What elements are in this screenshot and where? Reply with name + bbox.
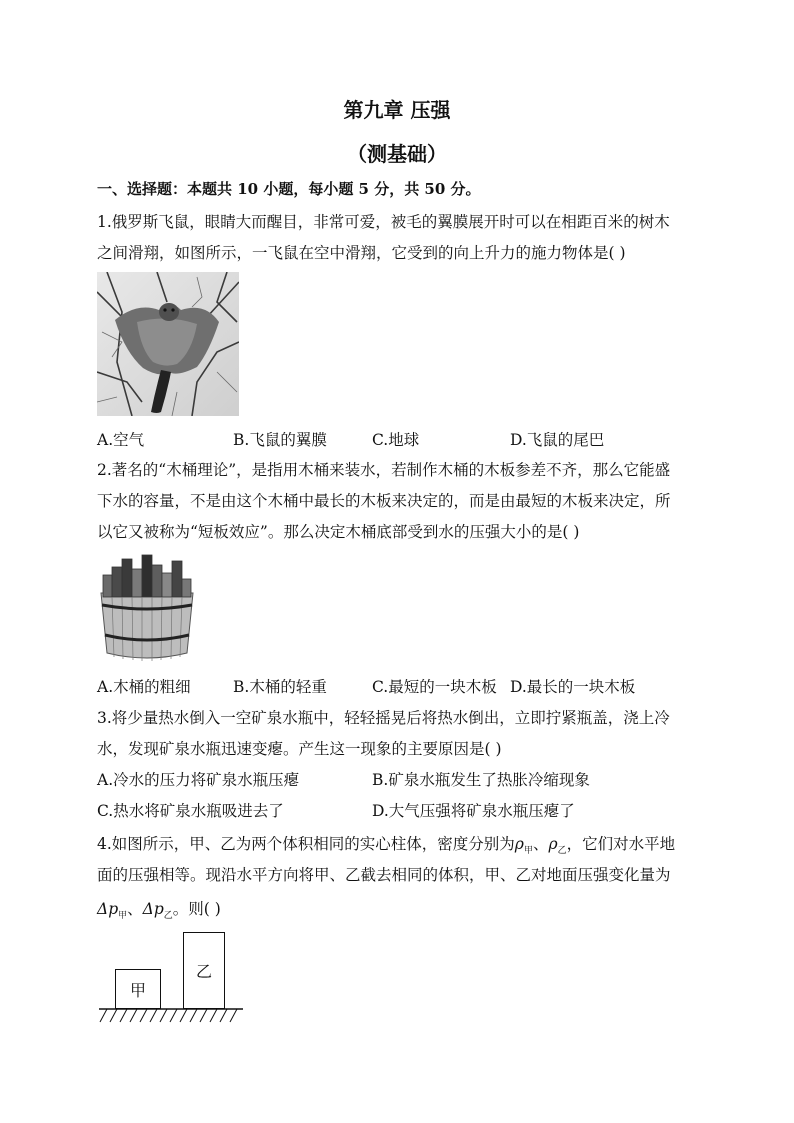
q2-stem-line-1: 2.著名的“木桶理论”，是指用木桶来装水，若制作木桶的木板参差不齐，那么它能盛 (97, 461, 671, 479)
page-title: 第九章 压强 (343, 98, 451, 122)
q3-option-d: D.大气压强将矿泉水瓶压瘪了 (372, 802, 575, 820)
q1-option-a: A.空气 (97, 431, 145, 449)
q4-cylinders-figure (97, 930, 247, 1030)
q4-stem-line-2: 面的压强相等。现沿水平方向将甲、乙截去相同的体积，甲、乙对地面压强变化量为 (97, 866, 671, 884)
q1-option-b: B.飞鼠的翼膜 (233, 431, 327, 449)
q1-stem-line-2: 之间滑翔，如图所示，一飞鼠在空中滑翔，它受到的向上升力的施力物体是( ) (97, 244, 626, 262)
q1-option-c: C.地球 (372, 431, 420, 449)
q2-option-c: C.最短的一块木板 (372, 678, 497, 696)
ground-hatching (97, 1008, 247, 1024)
cylinder-jia: 甲 (115, 969, 161, 1009)
flying-squirrel-photo (97, 272, 239, 416)
q3-stem-line-2: 水，发现矿泉水瓶迅速变瘪。产生这一现象的主要原因是( ) (97, 740, 502, 758)
q1-stem-line-1: 1.俄罗斯飞鼠，眼睛大而醒目，非常可爱，被毛的翼膜展开时可以在相距百米的树木 (97, 213, 670, 231)
q1-option-d: D.飞鼠的尾巴 (510, 431, 605, 449)
delta-p-yi: Δp (142, 900, 164, 918)
q4-stem-line-3: $\Delta p_甲$、$\Delta p_乙$。则( ) (97, 900, 221, 922)
wooden-barrel-illustration (97, 553, 197, 663)
cylinder-yi: 乙 (183, 932, 225, 1009)
q3-option-c: C.热水将矿泉水瓶吸进去了 (97, 802, 284, 820)
page-subtitle: （测基础） (347, 142, 447, 166)
q3-option-a: A.冷水的压力将矿泉水瓶压瘪 (97, 771, 300, 789)
q3-option-b: B.矿泉水瓶发生了热胀冷缩现象 (372, 771, 590, 789)
q3-stem-line-1: 3.将少量热水倒入一空矿泉水瓶中，轻轻摇晃后将热水倒出，立即拧紧瓶盖，浇上冷 (97, 709, 670, 727)
rho-yi: ρ (548, 835, 558, 853)
section-heading: 一、选择题：本题共 10 小题，每小题 5 分，共 50 分。 (97, 180, 481, 198)
q2-stem-line-3: 以它又被称为“短板效应”。那么决定木桶底部受到水的压强大小的是( ) (97, 523, 580, 541)
q2-stem-line-2: 下水的容量，不是由这个木桶中最长的木板来决定的，而是由最短的木板来决定，所 (97, 492, 671, 510)
q4-stem-line-1: 4.如图所示，甲、乙为两个体积相同的实心柱体，密度分别为$\rho_甲$、$\rho_乙$，它们对水平地 (97, 835, 676, 857)
q2-option-a: A.木桶的粗细 (97, 678, 191, 696)
q2-option-b: B.木桶的轻重 (233, 678, 327, 696)
q2-option-d: D.最长的一块木板 (510, 678, 636, 696)
